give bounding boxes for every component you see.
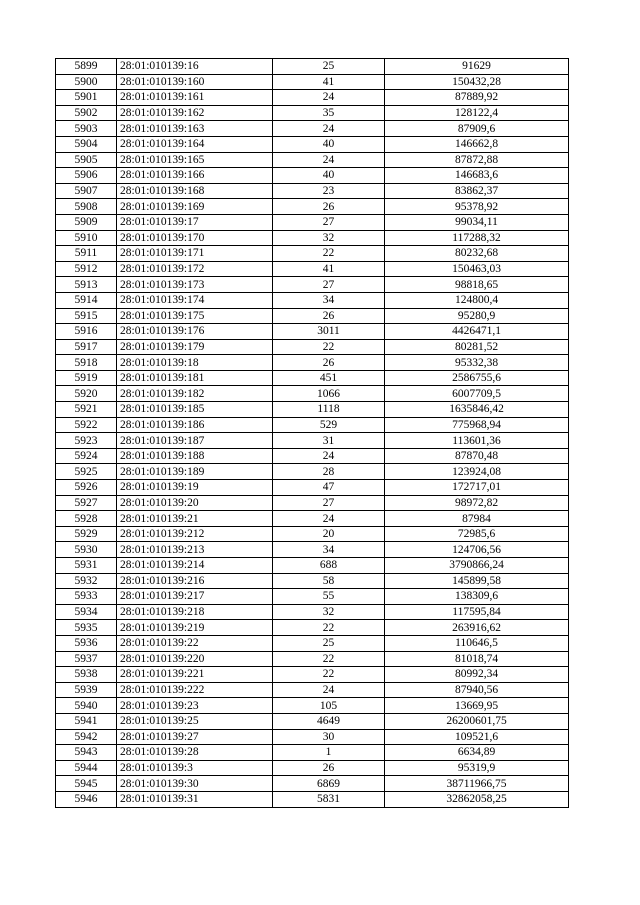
table-row xyxy=(56,620,569,636)
table-row xyxy=(56,417,569,433)
cadastral-number-cell: 28:01:010139:171 xyxy=(117,246,273,262)
row-number-cell: 5910 xyxy=(56,230,117,246)
value-cell: 123924,08 xyxy=(385,464,569,480)
value-cell: 138309,6 xyxy=(385,589,569,605)
area-cell: 24 xyxy=(273,152,385,168)
data-table-body xyxy=(56,59,569,808)
row-number-cell: 5912 xyxy=(56,261,117,277)
table-row xyxy=(56,651,569,667)
row-number-cell: 5901 xyxy=(56,90,117,106)
value-cell: 98818,65 xyxy=(385,277,569,293)
area-cell: 26 xyxy=(273,199,385,215)
table-row xyxy=(56,199,569,215)
area-cell: 40 xyxy=(273,136,385,152)
cadastral-number-cell: 28:01:010139:212 xyxy=(117,526,273,542)
row-number-cell: 5942 xyxy=(56,729,117,745)
value-cell: 124800,4 xyxy=(385,292,569,308)
row-number-cell: 5917 xyxy=(56,339,117,355)
cadastral-number-cell: 28:01:010139:30 xyxy=(117,776,273,792)
value-cell: 26200601,75 xyxy=(385,713,569,729)
cadastral-number-cell: 28:01:010139:182 xyxy=(117,386,273,402)
area-cell: 27 xyxy=(273,495,385,511)
area-cell: 55 xyxy=(273,589,385,605)
area-cell: 26 xyxy=(273,308,385,324)
value-cell: 99034,11 xyxy=(385,214,569,230)
row-number-cell: 5924 xyxy=(56,448,117,464)
area-cell: 24 xyxy=(273,121,385,137)
value-cell: 87889,92 xyxy=(385,90,569,106)
row-number-cell: 5920 xyxy=(56,386,117,402)
area-cell: 40 xyxy=(273,168,385,184)
row-number-cell: 5936 xyxy=(56,635,117,651)
area-cell: 24 xyxy=(273,90,385,106)
area-cell: 688 xyxy=(273,558,385,574)
row-number-cell: 5945 xyxy=(56,776,117,792)
value-cell: 145899,58 xyxy=(385,573,569,589)
cadastral-number-cell: 28:01:010139:160 xyxy=(117,74,273,90)
table-row xyxy=(56,667,569,683)
cadastral-number-cell: 28:01:010139:27 xyxy=(117,729,273,745)
value-cell: 4426471,1 xyxy=(385,324,569,340)
table-row xyxy=(56,558,569,574)
cadastral-number-cell: 28:01:010139:20 xyxy=(117,495,273,511)
value-cell: 113601,36 xyxy=(385,433,569,449)
table-row xyxy=(56,74,569,90)
row-number-cell: 5902 xyxy=(56,105,117,121)
table-row xyxy=(56,448,569,464)
row-number-cell: 5932 xyxy=(56,573,117,589)
cadastral-number-cell: 28:01:010139:166 xyxy=(117,168,273,184)
area-cell: 31 xyxy=(273,433,385,449)
cadastral-number-cell: 28:01:010139:18 xyxy=(117,355,273,371)
row-number-cell: 5915 xyxy=(56,308,117,324)
table-row xyxy=(56,152,569,168)
area-cell: 26 xyxy=(273,760,385,776)
row-number-cell: 5900 xyxy=(56,74,117,90)
cadastral-number-cell: 28:01:010139:168 xyxy=(117,183,273,199)
area-cell: 27 xyxy=(273,277,385,293)
cadastral-number-cell: 28:01:010139:181 xyxy=(117,370,273,386)
cadastral-number-cell: 28:01:010139:185 xyxy=(117,402,273,418)
cadastral-number-cell: 28:01:010139:163 xyxy=(117,121,273,137)
value-cell: 150463,03 xyxy=(385,261,569,277)
cadastral-number-cell: 28:01:010139:216 xyxy=(117,573,273,589)
row-number-cell: 5923 xyxy=(56,433,117,449)
row-number-cell: 5919 xyxy=(56,370,117,386)
value-cell: 87940,56 xyxy=(385,682,569,698)
area-cell: 34 xyxy=(273,542,385,558)
table-row xyxy=(56,214,569,230)
row-number-cell: 5905 xyxy=(56,152,117,168)
value-cell: 128122,4 xyxy=(385,105,569,121)
value-cell: 2586755,6 xyxy=(385,370,569,386)
cadastral-number-cell: 28:01:010139:217 xyxy=(117,589,273,605)
cadastral-number-cell: 28:01:010139:19 xyxy=(117,480,273,496)
table-row xyxy=(56,480,569,496)
area-cell: 28 xyxy=(273,464,385,480)
row-number-cell: 5913 xyxy=(56,277,117,293)
row-number-cell: 5916 xyxy=(56,324,117,340)
row-number-cell: 5943 xyxy=(56,745,117,761)
table-row xyxy=(56,168,569,184)
table-row xyxy=(56,136,569,152)
value-cell: 172717,01 xyxy=(385,480,569,496)
value-cell: 95332,38 xyxy=(385,355,569,371)
cadastral-number-cell: 28:01:010139:222 xyxy=(117,682,273,698)
row-number-cell: 5944 xyxy=(56,760,117,776)
row-number-cell: 5931 xyxy=(56,558,117,574)
row-number-cell: 5937 xyxy=(56,651,117,667)
value-cell: 87870,48 xyxy=(385,448,569,464)
table-row xyxy=(56,230,569,246)
area-cell: 41 xyxy=(273,261,385,277)
table-row xyxy=(56,246,569,262)
table-row xyxy=(56,682,569,698)
area-cell: 47 xyxy=(273,480,385,496)
cadastral-number-cell: 28:01:010139:170 xyxy=(117,230,273,246)
cadastral-number-cell: 28:01:010139:219 xyxy=(117,620,273,636)
table-row xyxy=(56,760,569,776)
cadastral-number-cell: 28:01:010139:220 xyxy=(117,651,273,667)
row-number-cell: 5933 xyxy=(56,589,117,605)
area-cell: 32 xyxy=(273,604,385,620)
value-cell: 263916,62 xyxy=(385,620,569,636)
table-row xyxy=(56,745,569,761)
cadastral-number-cell: 28:01:010139:179 xyxy=(117,339,273,355)
cadastral-number-cell: 28:01:010139:175 xyxy=(117,308,273,324)
value-cell: 72985,6 xyxy=(385,526,569,542)
row-number-cell: 5907 xyxy=(56,183,117,199)
cadastral-number-cell: 28:01:010139:187 xyxy=(117,433,273,449)
value-cell: 80232,68 xyxy=(385,246,569,262)
value-cell: 95378,92 xyxy=(385,199,569,215)
table-row xyxy=(56,121,569,137)
row-number-cell: 5928 xyxy=(56,511,117,527)
cadastral-number-cell: 28:01:010139:28 xyxy=(117,745,273,761)
value-cell: 117288,32 xyxy=(385,230,569,246)
table-row xyxy=(56,464,569,480)
area-cell: 20 xyxy=(273,526,385,542)
area-cell: 25 xyxy=(273,59,385,75)
value-cell: 775968,94 xyxy=(385,417,569,433)
cadastral-number-cell: 28:01:010139:31 xyxy=(117,791,273,807)
value-cell: 98972,82 xyxy=(385,495,569,511)
value-cell: 83862,37 xyxy=(385,183,569,199)
area-cell: 58 xyxy=(273,573,385,589)
cadastral-number-cell: 28:01:010139:174 xyxy=(117,292,273,308)
value-cell: 80992,34 xyxy=(385,667,569,683)
area-cell: 22 xyxy=(273,339,385,355)
area-cell: 26 xyxy=(273,355,385,371)
row-number-cell: 5941 xyxy=(56,713,117,729)
row-number-cell: 5939 xyxy=(56,682,117,698)
table-row xyxy=(56,635,569,651)
value-cell: 3790866,24 xyxy=(385,558,569,574)
data-table xyxy=(55,58,569,808)
area-cell: 4649 xyxy=(273,713,385,729)
table-row xyxy=(56,386,569,402)
row-number-cell: 5921 xyxy=(56,402,117,418)
cadastral-number-cell: 28:01:010139:173 xyxy=(117,277,273,293)
area-cell: 24 xyxy=(273,448,385,464)
area-cell: 105 xyxy=(273,698,385,714)
table-row xyxy=(56,495,569,511)
row-number-cell: 5914 xyxy=(56,292,117,308)
table-row xyxy=(56,324,569,340)
area-cell: 22 xyxy=(273,620,385,636)
row-number-cell: 5906 xyxy=(56,168,117,184)
cadastral-number-cell: 28:01:010139:17 xyxy=(117,214,273,230)
table-row xyxy=(56,339,569,355)
table-row xyxy=(56,433,569,449)
cadastral-number-cell: 28:01:010139:3 xyxy=(117,760,273,776)
cadastral-number-cell: 28:01:010139:221 xyxy=(117,667,273,683)
cadastral-number-cell: 28:01:010139:22 xyxy=(117,635,273,651)
row-number-cell: 5940 xyxy=(56,698,117,714)
table-row xyxy=(56,511,569,527)
row-number-cell: 5908 xyxy=(56,199,117,215)
area-cell: 3011 xyxy=(273,324,385,340)
cadastral-number-cell: 28:01:010139:164 xyxy=(117,136,273,152)
row-number-cell: 5899 xyxy=(56,59,117,75)
table-row xyxy=(56,589,569,605)
area-cell: 24 xyxy=(273,511,385,527)
value-cell: 146662,8 xyxy=(385,136,569,152)
table-row xyxy=(56,292,569,308)
value-cell: 95280,9 xyxy=(385,308,569,324)
table-row xyxy=(56,542,569,558)
area-cell: 1066 xyxy=(273,386,385,402)
table-row xyxy=(56,90,569,106)
table-row xyxy=(56,355,569,371)
area-cell: 529 xyxy=(273,417,385,433)
cadastral-number-cell: 28:01:010139:162 xyxy=(117,105,273,121)
area-cell: 34 xyxy=(273,292,385,308)
area-cell: 22 xyxy=(273,246,385,262)
area-cell: 27 xyxy=(273,214,385,230)
table-row xyxy=(56,370,569,386)
value-cell: 13669,95 xyxy=(385,698,569,714)
area-cell: 30 xyxy=(273,729,385,745)
value-cell: 146683,6 xyxy=(385,168,569,184)
table-row xyxy=(56,713,569,729)
table-row xyxy=(56,183,569,199)
row-number-cell: 5934 xyxy=(56,604,117,620)
row-number-cell: 5938 xyxy=(56,667,117,683)
row-number-cell: 5922 xyxy=(56,417,117,433)
cadastral-number-cell: 28:01:010139:25 xyxy=(117,713,273,729)
cadastral-number-cell: 28:01:010139:214 xyxy=(117,558,273,574)
value-cell: 91629 xyxy=(385,59,569,75)
cadastral-number-cell: 28:01:010139:172 xyxy=(117,261,273,277)
cadastral-number-cell: 28:01:010139:213 xyxy=(117,542,273,558)
table-row xyxy=(56,105,569,121)
area-cell: 25 xyxy=(273,635,385,651)
table-row xyxy=(56,776,569,792)
value-cell: 87909,6 xyxy=(385,121,569,137)
table-row xyxy=(56,573,569,589)
row-number-cell: 5935 xyxy=(56,620,117,636)
table-row xyxy=(56,59,569,75)
area-cell: 22 xyxy=(273,667,385,683)
value-cell: 38711966,75 xyxy=(385,776,569,792)
area-cell: 35 xyxy=(273,105,385,121)
area-cell: 451 xyxy=(273,370,385,386)
value-cell: 87872,88 xyxy=(385,152,569,168)
value-cell: 150432,28 xyxy=(385,74,569,90)
area-cell: 23 xyxy=(273,183,385,199)
value-cell: 95319,9 xyxy=(385,760,569,776)
value-cell: 1635846,42 xyxy=(385,402,569,418)
cadastral-number-cell: 28:01:010139:21 xyxy=(117,511,273,527)
cadastral-number-cell: 28:01:010139:16 xyxy=(117,59,273,75)
value-cell: 117595,84 xyxy=(385,604,569,620)
area-cell: 1 xyxy=(273,745,385,761)
row-number-cell: 5926 xyxy=(56,480,117,496)
table-row xyxy=(56,261,569,277)
cadastral-number-cell: 28:01:010139:176 xyxy=(117,324,273,340)
table-row xyxy=(56,604,569,620)
table-row xyxy=(56,791,569,807)
cadastral-number-cell: 28:01:010139:165 xyxy=(117,152,273,168)
value-cell: 124706,56 xyxy=(385,542,569,558)
table-row xyxy=(56,277,569,293)
area-cell: 32 xyxy=(273,230,385,246)
row-number-cell: 5929 xyxy=(56,526,117,542)
cadastral-number-cell: 28:01:010139:161 xyxy=(117,90,273,106)
area-cell: 41 xyxy=(273,74,385,90)
value-cell: 109521,6 xyxy=(385,729,569,745)
value-cell: 6007709,5 xyxy=(385,386,569,402)
area-cell: 1118 xyxy=(273,402,385,418)
cadastral-number-cell: 28:01:010139:188 xyxy=(117,448,273,464)
table-row xyxy=(56,698,569,714)
table-row xyxy=(56,308,569,324)
table-row xyxy=(56,729,569,745)
cadastral-number-cell: 28:01:010139:186 xyxy=(117,417,273,433)
value-cell: 80281,52 xyxy=(385,339,569,355)
row-number-cell: 5904 xyxy=(56,136,117,152)
area-cell: 5831 xyxy=(273,791,385,807)
value-cell: 32862058,25 xyxy=(385,791,569,807)
row-number-cell: 5918 xyxy=(56,355,117,371)
value-cell: 6634,89 xyxy=(385,745,569,761)
table-row xyxy=(56,402,569,418)
cadastral-number-cell: 28:01:010139:218 xyxy=(117,604,273,620)
value-cell: 110646,5 xyxy=(385,635,569,651)
value-cell: 87984 xyxy=(385,511,569,527)
table-row xyxy=(56,526,569,542)
cadastral-number-cell: 28:01:010139:169 xyxy=(117,199,273,215)
row-number-cell: 5927 xyxy=(56,495,117,511)
area-cell: 6869 xyxy=(273,776,385,792)
row-number-cell: 5946 xyxy=(56,791,117,807)
cadastral-number-cell: 28:01:010139:189 xyxy=(117,464,273,480)
area-cell: 24 xyxy=(273,682,385,698)
row-number-cell: 5911 xyxy=(56,246,117,262)
value-cell: 81018,74 xyxy=(385,651,569,667)
cadastral-number-cell: 28:01:010139:23 xyxy=(117,698,273,714)
row-number-cell: 5903 xyxy=(56,121,117,137)
area-cell: 22 xyxy=(273,651,385,667)
row-number-cell: 5925 xyxy=(56,464,117,480)
row-number-cell: 5930 xyxy=(56,542,117,558)
row-number-cell: 5909 xyxy=(56,214,117,230)
